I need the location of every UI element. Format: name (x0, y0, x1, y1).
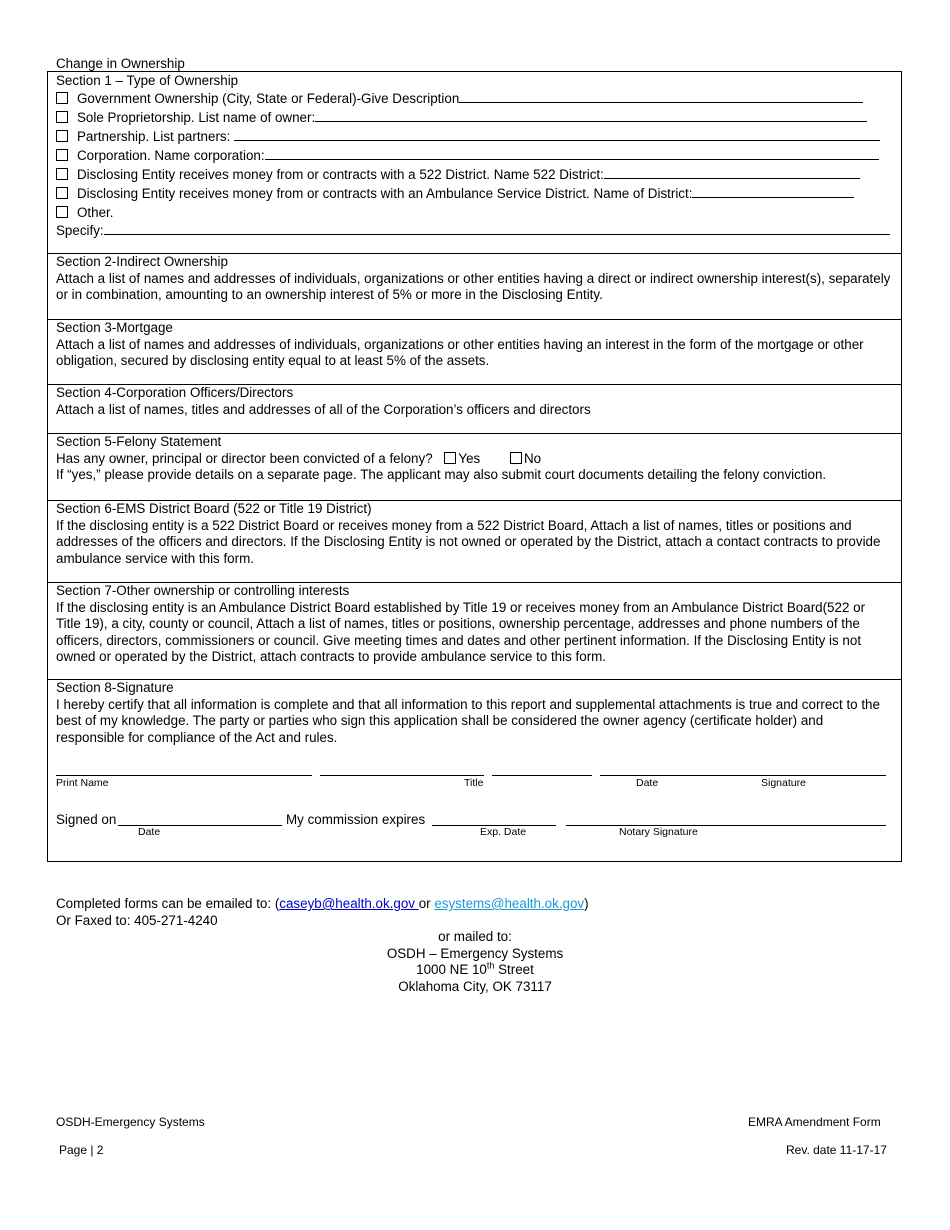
title-field[interactable] (320, 775, 484, 776)
email-link-caseyb[interactable]: caseyb@health.ok.gov (279, 896, 419, 911)
section-1-heading: Section 1 – Type of Ownership (56, 73, 239, 88)
revision-date: Rev. date 11-17-17 (786, 1143, 887, 1157)
street-address: 1000 NE 10th Street (416, 960, 534, 977)
city-state-zip: Oklahoma City, OK 73117 (398, 978, 552, 994)
corporation-name-field[interactable] (265, 147, 879, 160)
ambulance-district-checkbox[interactable] (56, 187, 68, 199)
section-8 (56, 680, 893, 746)
email-link-esystems[interactable]: esystems@health.ok.gov (434, 896, 585, 911)
commission-label: My commission expires (286, 812, 426, 827)
section-8-body: I hereby certify that all information is complete and that all information to this report and supplemental attachments is true and correct to the best of my knowledge. The party or parties who sign this application shall be considered the owner agency (certificate holder) and responsible for compliance of the Act and rules. (56, 696, 880, 745)
signed-on-date-field[interactable] (118, 811, 282, 826)
specify-row: Specify: (56, 222, 893, 239)
522-district-field[interactable] (604, 166, 860, 179)
section-3-heading: Section 3-Mortgage (56, 320, 173, 335)
section-3 (56, 320, 893, 370)
org-name: OSDH – Emergency Systems (386, 945, 564, 961)
section-3-body: Attach a list of names and addresses of individuals, organizations or other entities having an interest in the form of the mortgage or other obligation, secured by disclosing entity equal to at least 5% of the assets. (56, 336, 864, 368)
section-2-body: Attach a list of names and addresses of individuals, organizations or other entities having a direct or indirect ownership interest(s), separately or in combination, amounting to an ownership interest of 5% or more in the Disclosing Entity. (56, 270, 891, 302)
section-2 (56, 254, 893, 304)
specify-field[interactable] (104, 222, 890, 235)
title-label: Title (464, 777, 484, 789)
section-4-body: Attach a list of names, titles and addresses of all of the Corporation’s officers and directors (56, 401, 591, 417)
section-5 (56, 434, 893, 484)
section-7 (56, 583, 893, 666)
notary-signature-label: Notary Signature (619, 826, 698, 838)
government-description-field[interactable] (459, 90, 863, 103)
section-6 (56, 501, 893, 567)
option-ambulance-district: Disclosing Entity receives money from or contracts with an Ambulance Service District. Name of District: (56, 184, 893, 203)
option-sole-proprietorship: Sole Proprietorship. List name of owner: (56, 108, 893, 127)
option-corporation: Corporation. Name corporation: (56, 146, 893, 165)
section-4-heading: Section 4-Corporation Officers/Directors (56, 385, 294, 400)
felony-yes-checkbox[interactable] (444, 452, 456, 464)
section-8-heading: Section 8-Signature (56, 680, 174, 695)
mailing-address (0, 929, 950, 995)
signature-label: Signature (761, 777, 806, 789)
fax-line: Or Faxed to: 405-271-4240 (56, 912, 218, 928)
exp-date-label: Exp. Date (480, 826, 527, 838)
option-522-district: Disclosing Entity receives money from or contracts with a 522 District. Name 522 District: (56, 165, 893, 184)
option-partnership: Partnership. List partners: (56, 127, 893, 146)
ambulance-district-field[interactable] (692, 185, 854, 198)
signature-block (48, 775, 901, 795)
section-6-body: If the disclosing entity is a 522 District Board or receives money from a 522 District Board, Attach a list of names, titles or positions and addresses of the officers and directors. If the Disclosing Entity is not owned or operated by the District, attach a contact contracts to provide ambulance service with this form. (56, 517, 881, 566)
522-district-checkbox[interactable] (56, 168, 68, 180)
print-name-field[interactable] (56, 775, 312, 776)
contact-info (56, 896, 589, 929)
expiration-date-field[interactable] (432, 811, 556, 826)
notary-signature-field[interactable] (566, 811, 886, 826)
section-7-heading: Section 7-Other ownership or controlling interests (56, 583, 350, 598)
option-other: Other. (56, 203, 893, 222)
ownership-form (47, 71, 902, 862)
section-5-heading: Section 5-Felony Statement (56, 434, 222, 449)
signed-date-label: Date (138, 826, 161, 838)
option-government: Government Ownership (City, State or Federal)-Give Description (56, 89, 893, 108)
partners-field[interactable] (234, 128, 880, 141)
date-field[interactable] (492, 775, 592, 776)
email-line: Completed forms can be emailed to: (caseyb@health.ok.gov or esystems@health.ok.gov) (56, 896, 589, 911)
felony-no-checkbox[interactable] (510, 452, 522, 464)
footer-right: EMRA Amendment Form (748, 1115, 881, 1129)
footer-left: OSDH-Emergency Systems (56, 1115, 205, 1129)
section-2-heading: Section 2-Indirect Ownership (56, 254, 228, 269)
date-label: Date (636, 777, 659, 789)
other-checkbox[interactable] (56, 206, 68, 218)
government-checkbox[interactable] (56, 92, 68, 104)
form-title: Change in Ownership (56, 56, 185, 71)
notary-block (48, 810, 901, 840)
partnership-checkbox[interactable] (56, 130, 68, 142)
signature-field[interactable] (600, 775, 886, 776)
corporation-checkbox[interactable] (56, 149, 68, 161)
sole-proprietorship-checkbox[interactable] (56, 111, 68, 123)
owner-name-field[interactable] (315, 109, 867, 122)
mailed-label: or mailed to: (438, 929, 512, 944)
signed-on-label: Signed on (56, 812, 117, 827)
print-name-label: Print Name (56, 777, 109, 789)
section-1 (56, 73, 893, 239)
section-5-note: If “yes,” please provide details on a separate page. The applicant may also submit court documents detailing the felony conviction. (56, 467, 827, 482)
section-7-body: If the disclosing entity is an Ambulance District Board established by Title 19 or receives money from an Ambulance District Board(522 or Title 19), a city, county or council, Attach a list of names, titles or positions, ownership percentage, addresses and phone numbers of the officers, directors, commissioners or council. Give meeting times and dates and other pertinent information. If the Disclosing Entity is not owned or operated by the District, attach contracts to provide ambulance service to this form. (56, 599, 866, 664)
section-6-heading: Section 6-EMS District Board (522 or Title 19 District) (56, 501, 372, 516)
felony-question-row: Has any owner, principal or director been convicted of a felony? Yes No (56, 450, 542, 466)
page-number: Page | 2 (59, 1143, 104, 1157)
section-4 (56, 385, 893, 418)
